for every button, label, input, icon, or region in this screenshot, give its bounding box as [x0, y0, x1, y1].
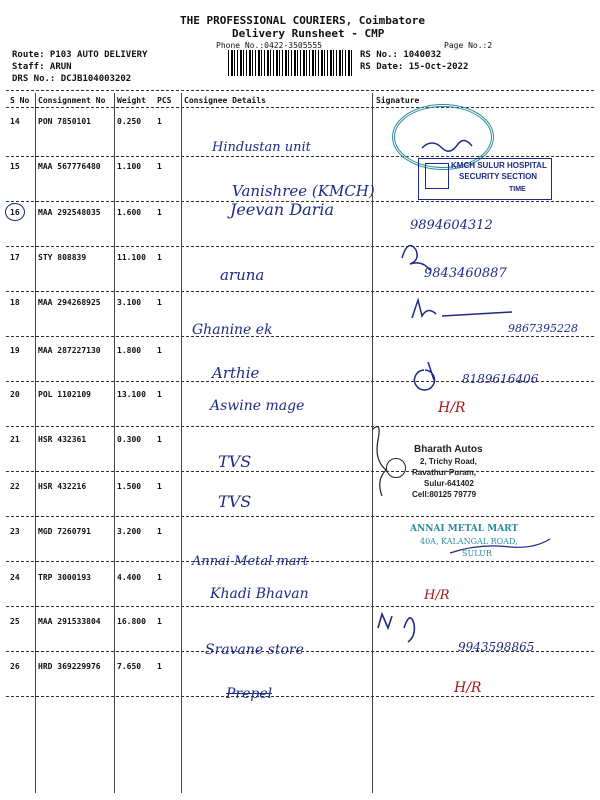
row-sno: 18	[10, 298, 20, 307]
signature-scribble	[378, 614, 414, 642]
row-consignment: MGD 7260791	[38, 527, 91, 536]
row-sno: 14	[10, 117, 20, 126]
bharath-stamp-text: Ravathur Puram,	[412, 468, 477, 477]
row-weight: 7.650	[117, 662, 142, 671]
barcode	[228, 50, 354, 76]
annai-stamp-text: SULUR	[462, 549, 492, 558]
signature-scribble	[372, 427, 386, 496]
rs-number: RS No.: 1040032	[360, 50, 442, 60]
consignee-handwriting: Ghanine ek	[192, 322, 273, 338]
signature-scribble	[450, 539, 550, 553]
consignee-handwriting: Jeevan Daria	[230, 200, 334, 219]
route: Route: P103 AUTO DELIVERY	[12, 50, 148, 60]
row-pcs: 1	[157, 162, 162, 171]
signature-handwriting: 9894604312	[410, 218, 493, 233]
row-pcs: 1	[157, 617, 162, 626]
col-consignment: Consignment No	[38, 96, 106, 105]
bharath-stamp-text: Cell:80125 79779	[412, 490, 477, 499]
signature-handwriting: H/R	[424, 588, 450, 603]
col-divider	[181, 93, 182, 793]
signature-scribble	[402, 246, 430, 271]
col-sno: S No	[10, 96, 30, 105]
signature-handwriting: 9843460887	[424, 266, 507, 281]
row-consignment: TRP 3000193	[38, 573, 91, 582]
row-sno: 20	[10, 390, 20, 399]
bharath-stamp-text: Bharath Autos	[414, 444, 483, 455]
row-pcs: 1	[157, 573, 162, 582]
row-consignment: HRD 369229976	[38, 662, 101, 671]
row-weight: 3.100	[117, 298, 142, 307]
bharath-stamp-text: 2, Trichy Road,	[420, 457, 477, 466]
consignee-handwriting: Prepel	[226, 686, 273, 702]
row-consignment: MAA 287227130	[38, 346, 101, 355]
row-weight: 1.600	[117, 208, 142, 217]
circled-number-mark	[5, 203, 25, 221]
row-weight: 0.300	[117, 435, 142, 444]
rs-date: RS Date: 15-Oct-2022	[360, 62, 469, 72]
consignee-handwriting: Aswine mage	[210, 398, 305, 414]
row-pcs: 1	[157, 208, 162, 217]
consignee-handwriting: Hindustan unit	[212, 140, 311, 155]
row-pcs: 1	[157, 253, 162, 262]
row-pcs: 1	[157, 346, 162, 355]
kmch-stamp-text: KMCH SULUR HOSPITAL	[451, 161, 547, 170]
col-pcs: PCS	[157, 96, 172, 105]
row-sno: 21	[10, 435, 20, 444]
row-consignment: STY 808839	[38, 253, 87, 262]
kmch-stamp-text: TIME	[509, 186, 526, 193]
row-pcs: 1	[157, 527, 162, 536]
row-sno: 15	[10, 162, 20, 171]
consignee-handwriting: TVS	[218, 492, 252, 511]
row-sno: 24	[10, 573, 20, 582]
annai-stamp-text: 40A, KALANGAL ROAD,	[420, 537, 518, 546]
col-consignee: Consignee Details	[184, 96, 266, 105]
row-sno: 22	[10, 482, 20, 491]
row-sno: 17	[10, 253, 20, 262]
row-consignment: HSR 432361	[38, 435, 87, 444]
row-weight: 16.800	[117, 617, 146, 626]
consignee-handwriting: Arthie	[212, 364, 260, 382]
row-weight: 0.250	[117, 117, 142, 126]
signature-scribble	[415, 362, 435, 390]
bharath-stamp-text: Sulur-641402	[424, 479, 474, 488]
row-sno: 23	[10, 527, 20, 536]
row-pcs: 1	[157, 117, 162, 126]
row-weight: 1.800	[117, 346, 142, 355]
header-top-rule	[6, 90, 594, 91]
row-sno: 16	[10, 208, 20, 217]
signature-handwriting: H/R	[438, 400, 466, 416]
row-weight: 4.400	[117, 573, 142, 582]
company-name: THE PROFESSIONAL COURIERS, Coimbatore	[180, 14, 426, 27]
row-weight: 11.100	[117, 253, 146, 262]
consignee-handwriting: Annai Metal mart	[192, 554, 308, 569]
col-divider	[35, 93, 36, 793]
consignee-handwriting: Sravane store	[205, 642, 304, 658]
row-consignment: HSR 432216	[38, 482, 87, 491]
consignee-handwriting: Vanishree (KMCH)	[232, 182, 375, 200]
col-weight: Weight	[117, 96, 146, 105]
document-title: Delivery Runsheet - CMP	[232, 27, 385, 40]
signature-handwriting: 9867395228	[508, 322, 578, 335]
row-consignment: POL 1102109	[38, 390, 91, 399]
row-weight: 1.500	[117, 482, 142, 491]
kmch-stamp-text: SECURITY SECTION	[459, 172, 538, 181]
signature-handwriting: H/R	[454, 680, 482, 696]
row-consignment: MAA 292548035	[38, 208, 101, 217]
col-signature: Signature	[376, 96, 420, 105]
row-weight: 1.100	[117, 162, 142, 171]
row-pcs: 1	[157, 390, 162, 399]
drs-number: DRS No.: DCJB104003202	[12, 74, 132, 84]
signature-scribble	[412, 300, 512, 318]
row-pcs: 1	[157, 435, 162, 444]
row-sno: 19	[10, 346, 20, 355]
row-weight: 13.100	[117, 390, 146, 399]
consignee-handwriting: TVS	[218, 452, 252, 471]
consignee-handwriting: aruna	[220, 266, 265, 284]
signature-handwriting: 9943598865	[458, 640, 535, 654]
row-consignment: MAA 294268925	[38, 298, 101, 307]
row-consignment: PON 7850101	[38, 117, 91, 126]
row-pcs: 1	[157, 482, 162, 491]
annai-stamp-text: ANNAI METAL MART	[410, 524, 519, 534]
page-number: Page No.:2	[444, 41, 493, 50]
staff: Staff: ARUN	[12, 62, 72, 72]
row-consignment: MAA 291533804	[38, 617, 101, 626]
phone-number: Phone No.:0422-3505555	[216, 41, 322, 50]
row-sno: 25	[10, 617, 20, 626]
row-sno: 26	[10, 662, 20, 671]
signature-handwriting: 8189616406	[462, 372, 539, 386]
signature-scribbles	[372, 108, 594, 708]
row-consignment: MAA 567776480	[38, 162, 101, 171]
col-divider	[114, 93, 115, 793]
row-pcs: 1	[157, 298, 162, 307]
row-weight: 3.200	[117, 527, 142, 536]
consignee-handwriting: Khadi Bhavan	[210, 586, 309, 602]
row-pcs: 1	[157, 662, 162, 671]
signature-scribble	[422, 140, 472, 151]
